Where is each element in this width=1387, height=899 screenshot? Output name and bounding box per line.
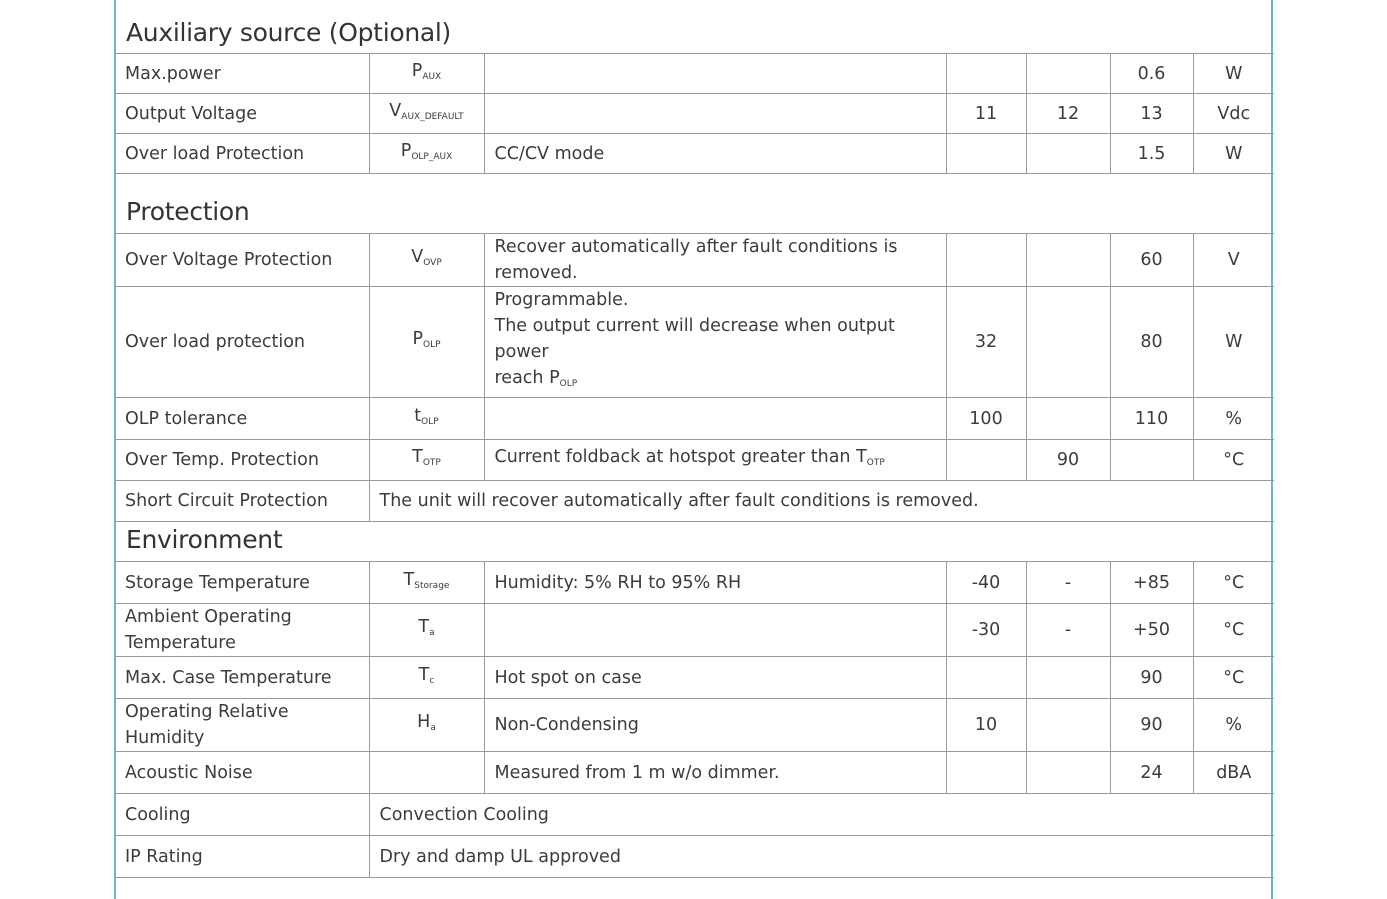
param-cell: Output Voltage xyxy=(115,94,369,134)
max-cell xyxy=(1110,440,1193,481)
max-cell: 90 xyxy=(1110,657,1193,699)
description-cell: Humidity: 5% RH to 95% RH xyxy=(484,562,946,604)
table-row xyxy=(115,234,1274,287)
typ-cell xyxy=(1026,398,1110,440)
param-cell: Storage Temperature xyxy=(115,562,369,604)
table-row xyxy=(115,794,1274,836)
description-cell xyxy=(484,398,946,440)
table-row xyxy=(115,287,1274,398)
param-cell: Max.power xyxy=(115,54,369,94)
param-cell: Operating Relative Humidity xyxy=(115,699,369,752)
min-cell xyxy=(946,234,1026,287)
table-row xyxy=(115,94,1274,134)
description-cell: Programmable. The output current will decrease when output power reach $P_{OLP}$ xyxy=(484,287,946,398)
min-cell: 32 xyxy=(946,287,1026,398)
symbol-cell: $T_c$ xyxy=(369,657,484,699)
description-cell xyxy=(484,54,946,94)
description-cell xyxy=(484,94,946,134)
table-row xyxy=(115,440,1274,481)
unit-cell: Vdc xyxy=(1193,94,1274,134)
table-row xyxy=(115,699,1274,752)
symbol-cell: $V_{OVP}$ xyxy=(369,234,484,287)
description-cell: CC/CV mode xyxy=(484,134,946,174)
max-cell: 80 xyxy=(1110,287,1193,398)
auxiliary-table xyxy=(115,53,1274,174)
symbol-cell xyxy=(369,752,484,794)
description-cell: Hot spot on case xyxy=(484,657,946,699)
max-cell: 60 xyxy=(1110,234,1193,287)
typ-cell: 12 xyxy=(1026,94,1110,134)
min-cell xyxy=(946,54,1026,94)
max-cell: 13 xyxy=(1110,94,1193,134)
table-row xyxy=(115,604,1274,657)
symbol-cell: $P_{OLP}$ xyxy=(369,287,484,398)
span-cell: The unit will recover automatically after fault conditions is removed. xyxy=(369,481,1274,522)
symbol-cell: $T_a$ xyxy=(369,604,484,657)
unit-cell: dBA xyxy=(1193,752,1274,794)
symbol-cell: $H_a$ xyxy=(369,699,484,752)
min-cell: 10 xyxy=(946,699,1026,752)
unit-cell: V xyxy=(1193,234,1274,287)
table-row xyxy=(115,657,1274,699)
min-cell: -40 xyxy=(946,562,1026,604)
environment-table xyxy=(115,561,1274,878)
table-row xyxy=(115,134,1274,174)
span-cell: Dry and damp UL approved xyxy=(369,836,1274,878)
unit-cell: °C xyxy=(1193,604,1274,657)
max-cell: +50 xyxy=(1110,604,1193,657)
min-cell xyxy=(946,134,1026,174)
param-cell: OLP tolerance xyxy=(115,398,369,440)
unit-cell: W xyxy=(1193,54,1274,94)
min-cell: 100 xyxy=(946,398,1026,440)
min-cell xyxy=(946,657,1026,699)
typ-cell xyxy=(1026,699,1110,752)
section-title-protection: Protection xyxy=(126,197,250,226)
description-cell: Measured from 1 m w/o dimmer. xyxy=(484,752,946,794)
unit-cell: % xyxy=(1193,699,1274,752)
param-cell: Over Voltage Protection xyxy=(115,234,369,287)
protection-table xyxy=(115,233,1274,522)
typ-cell xyxy=(1026,134,1110,174)
section-title-auxiliary: Auxiliary source (Optional) xyxy=(126,18,451,47)
param-cell: IP Rating xyxy=(115,836,369,878)
unit-cell: °C xyxy=(1193,562,1274,604)
max-cell: 0.6 xyxy=(1110,54,1193,94)
typ-cell xyxy=(1026,54,1110,94)
unit-cell: W xyxy=(1193,287,1274,398)
table-row xyxy=(115,562,1274,604)
param-cell: Ambient Operating Temperature xyxy=(115,604,369,657)
symbol-cell: $T_{Storage}$ xyxy=(369,562,484,604)
typ-cell xyxy=(1026,234,1110,287)
unit-cell: W xyxy=(1193,134,1274,174)
symbol-cell: $P_{OLP\_AUX}$ xyxy=(369,134,484,174)
param-cell: Short Circuit Protection xyxy=(115,481,369,522)
unit-cell: % xyxy=(1193,398,1274,440)
section-title-environment: Environment xyxy=(126,525,283,554)
description-cell: Recover automatically after fault conditions is removed. xyxy=(484,234,946,287)
param-cell: Cooling xyxy=(115,794,369,836)
min-cell xyxy=(946,752,1026,794)
param-cell: Max. Case Temperature xyxy=(115,657,369,699)
symbol-cell: $V_{AUX\_DEFAULT}$ xyxy=(369,94,484,134)
description-cell: Current foldback at hotspot greater than $T_{OTP}$ xyxy=(484,440,946,481)
typ-cell: - xyxy=(1026,604,1110,657)
param-cell: Acoustic Noise xyxy=(115,752,369,794)
min-cell: -30 xyxy=(946,604,1026,657)
span-cell: Convection Cooling xyxy=(369,794,1274,836)
table-row xyxy=(115,836,1274,878)
table-row xyxy=(115,398,1274,440)
typ-cell xyxy=(1026,752,1110,794)
description-cell xyxy=(484,604,946,657)
typ-cell xyxy=(1026,287,1110,398)
min-cell xyxy=(946,440,1026,481)
symbol-cell: $T_{OTP}$ xyxy=(369,440,484,481)
table-row xyxy=(115,54,1274,94)
param-cell: Over load protection xyxy=(115,287,369,398)
typ-cell: - xyxy=(1026,562,1110,604)
max-cell: +85 xyxy=(1110,562,1193,604)
unit-cell: °C xyxy=(1193,440,1274,481)
param-cell: Over Temp. Protection xyxy=(115,440,369,481)
max-cell: 90 xyxy=(1110,699,1193,752)
symbol-cell: $P_{AUX}$ xyxy=(369,54,484,94)
typ-cell: 90 xyxy=(1026,440,1110,481)
max-cell: 24 xyxy=(1110,752,1193,794)
symbol-cell: $t_{OLP}$ xyxy=(369,398,484,440)
max-cell: 110 xyxy=(1110,398,1193,440)
table-row xyxy=(115,752,1274,794)
typ-cell xyxy=(1026,657,1110,699)
unit-cell: °C xyxy=(1193,657,1274,699)
max-cell: 1.5 xyxy=(1110,134,1193,174)
param-cell: Over load Protection xyxy=(115,134,369,174)
min-cell: 11 xyxy=(946,94,1026,134)
description-cell: Non-Condensing xyxy=(484,699,946,752)
table-row xyxy=(115,481,1274,522)
